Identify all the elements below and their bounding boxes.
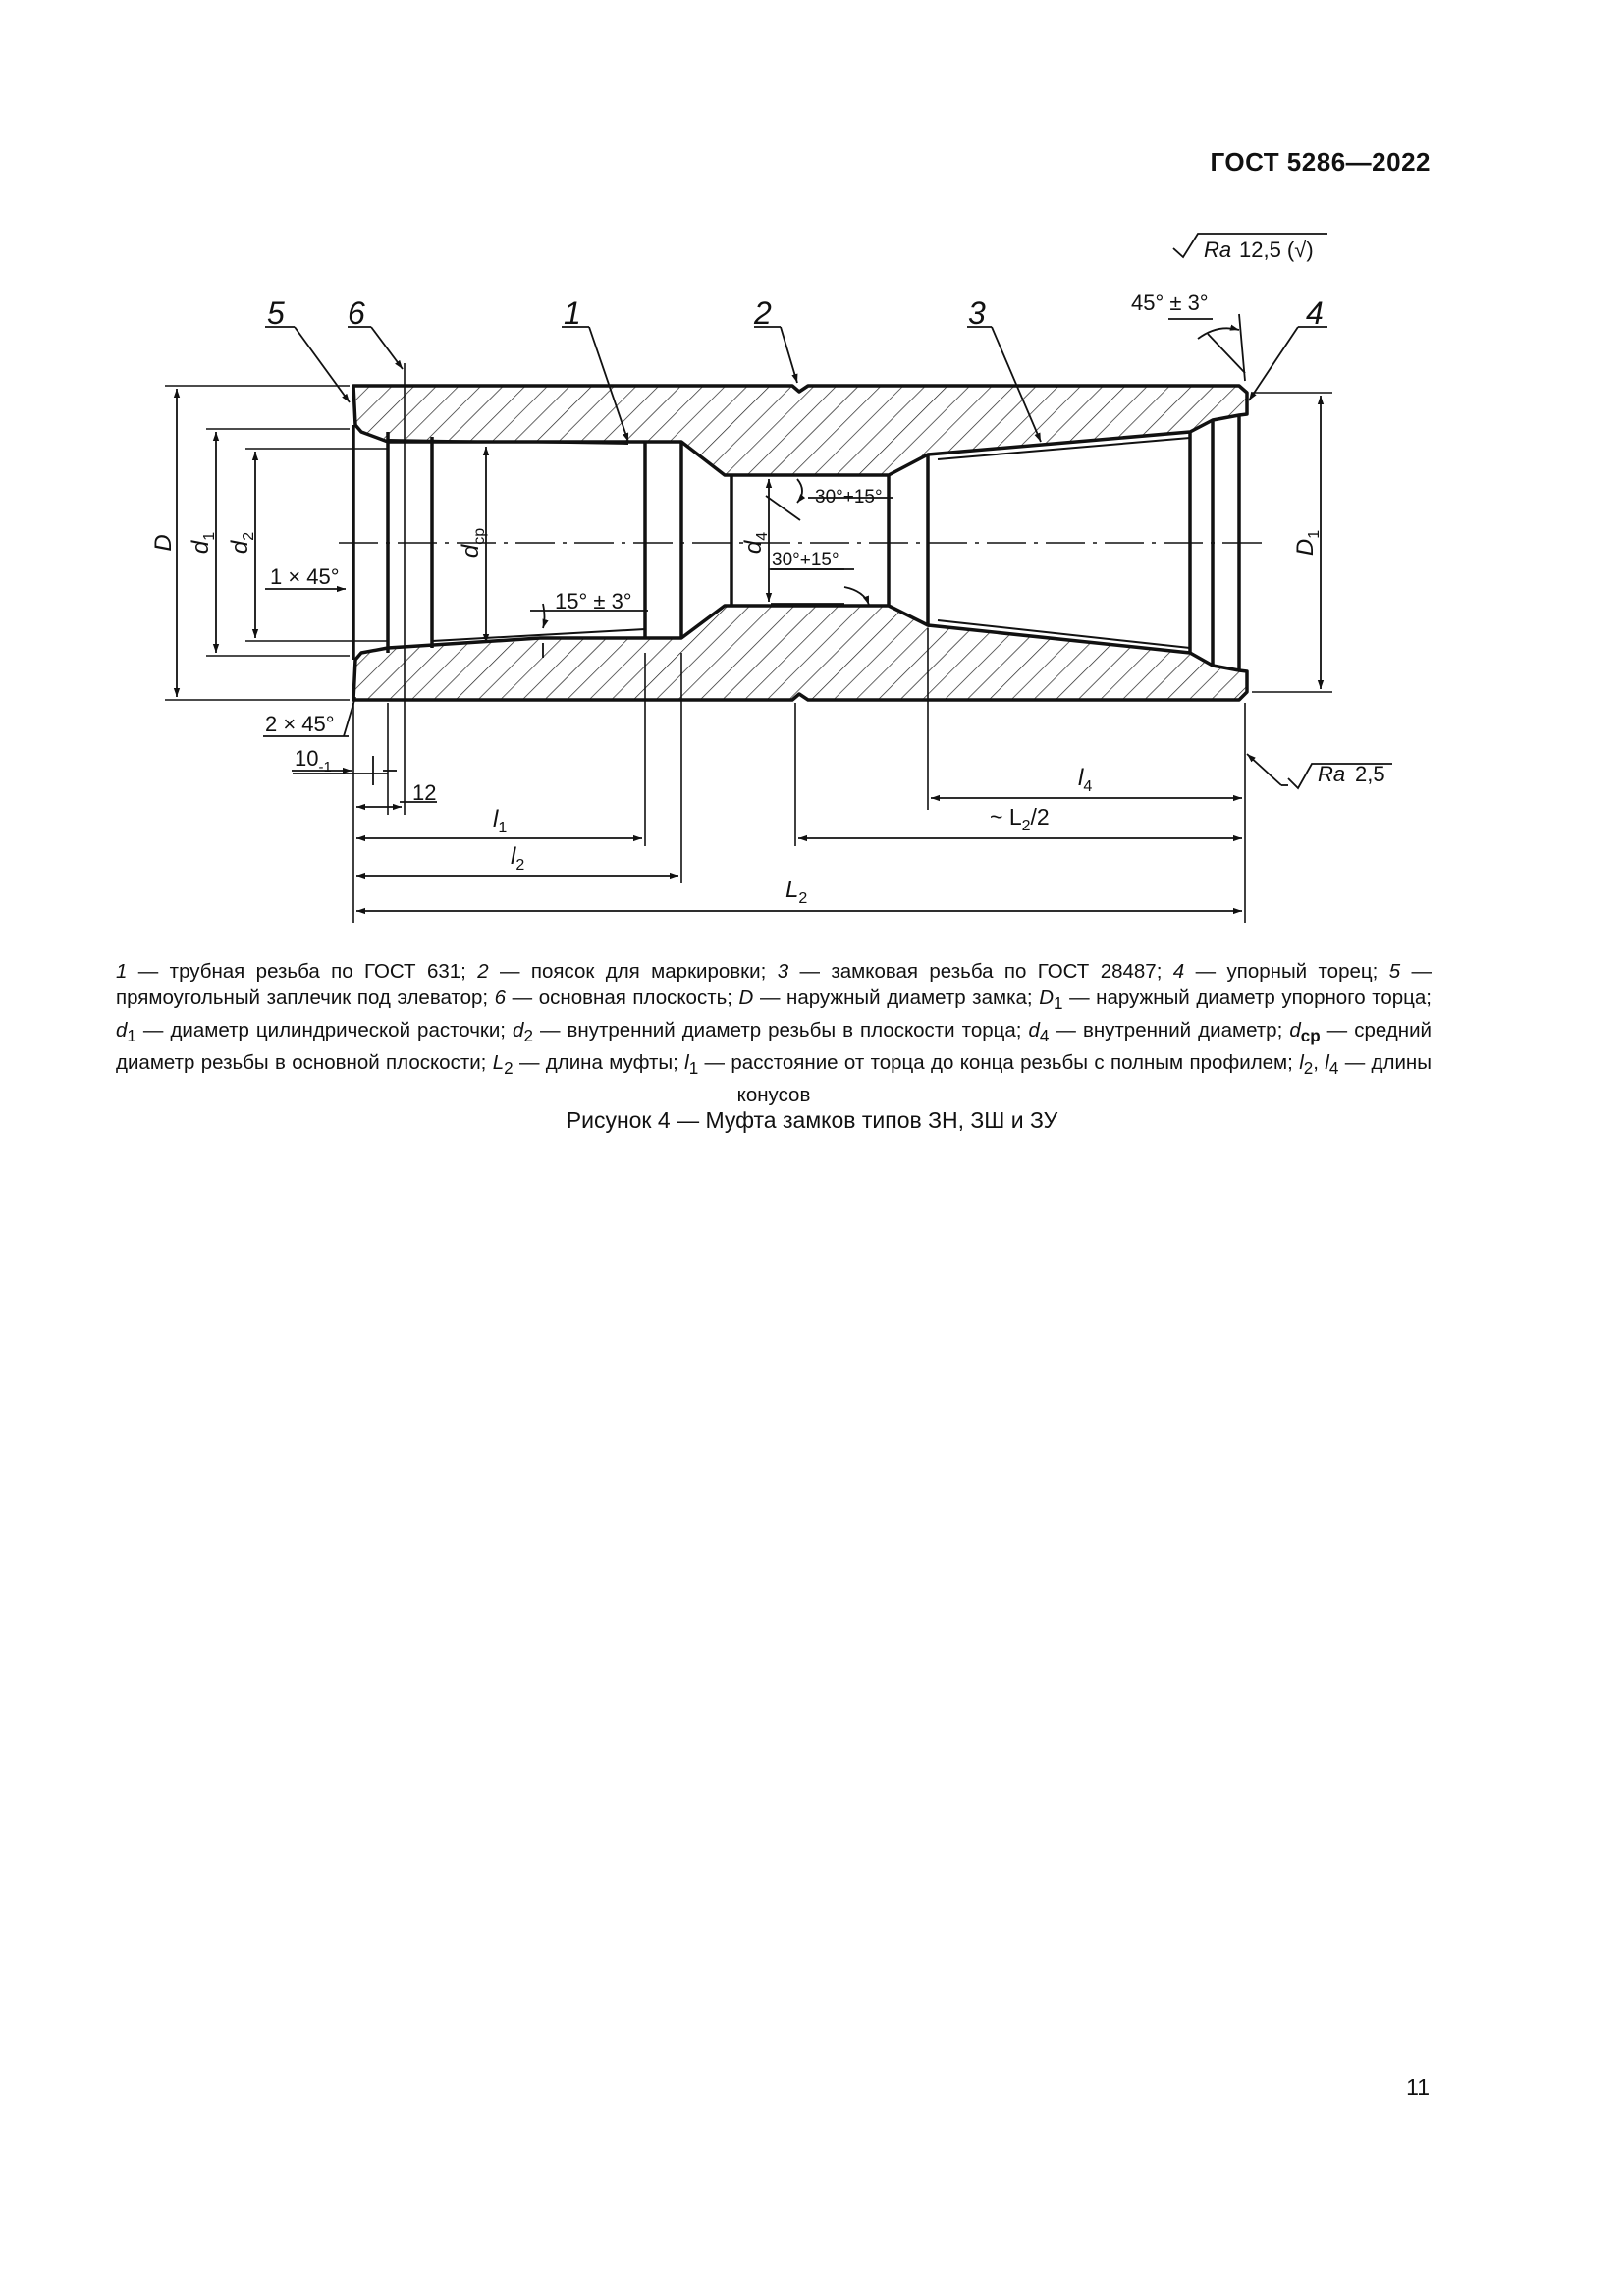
dim-D1-label: $D_1$ xyxy=(1292,529,1323,557)
technical-drawing xyxy=(0,0,1624,942)
figure-legend: 1 — трубная резьба по ГОСТ 631; 2 — поясок для маркировки; 3 — замковая резьба по ГОСТ 28487; 4 — упорный торец; 5 — прямоугольный заплечик под элеватор; 6 — основная плоскость; D — наружный диаметр замка; $D_1$ — наружный диаметр упорного торца; $d_1$ — диаметр цилиндрической расточки; $d_2$ — внутренний диаметр резьбы в плоскости торца; $d_4$ — внутренний диаметр; $d_{ср}$ — средний диаметр резьбы в основной плоскости; $L_2$ — длина муфты; $l_1$ — расстояние от торца до конца резьбы с полным профилем; $l_2$, $l_4$ — длины конусов xyxy=(116,960,1433,1107)
dim-l4-label: $l_4$ xyxy=(1078,765,1093,795)
callout-5: 5 xyxy=(267,295,285,331)
roughness-top-ra: Ra xyxy=(1204,238,1232,262)
dim-half-L2-label: ~ $L_2/2$ xyxy=(990,804,1050,834)
angle-chamfer-face: 45° ± 3° xyxy=(1131,291,1209,315)
upper-wall-section xyxy=(353,386,1247,475)
dim-dcp-label: $d_{ср}$ xyxy=(458,527,488,559)
angle-bevel-lower: 30°+15° xyxy=(772,550,839,570)
callout-1: 1 xyxy=(564,295,581,331)
dim-d1-label: $d_1$ xyxy=(188,531,218,555)
callout-2: 2 xyxy=(754,295,772,331)
roughness-side-ra: Ra xyxy=(1318,762,1346,786)
angle-cone: 15° ± 3° xyxy=(555,589,632,614)
lower-wall-section xyxy=(353,606,1247,700)
dim-L2-label: $L_2$ xyxy=(785,877,808,907)
dim-l2-label: $l_2$ xyxy=(511,843,525,874)
roughness-side-value: 2,5 xyxy=(1355,762,1385,786)
callout-4: 4 xyxy=(1306,295,1324,331)
figure-caption: Рисунок 4 — Муфта замков типов ЗН, ЗШ и ЗУ xyxy=(566,1107,1058,1133)
roughness-top-value: 12,5 (√) xyxy=(1239,238,1314,262)
document-header: ГОСТ 5286—2022 xyxy=(1210,147,1431,177)
chamfer-large-label: 2 × 45° xyxy=(265,712,335,736)
chamfer-small-label: 1 × 45° xyxy=(270,564,340,589)
dim-d2-label: $d_2$ xyxy=(227,531,257,555)
angle-bevel-upper: 30°+15° xyxy=(815,487,883,507)
dim-d4-label: $d_4$ xyxy=(740,531,771,555)
page-number: 11 xyxy=(1406,2074,1430,2100)
dim-l1-label: $l_1$ xyxy=(493,806,508,836)
roughness-symbols xyxy=(1173,234,1392,788)
dim-D-label: D xyxy=(150,534,177,552)
dim-10-label: $10_{-1}$ xyxy=(295,746,332,775)
callout-6: 6 xyxy=(348,295,365,331)
callout-3: 3 xyxy=(968,295,986,331)
dim-12-label: 12 xyxy=(412,780,437,805)
